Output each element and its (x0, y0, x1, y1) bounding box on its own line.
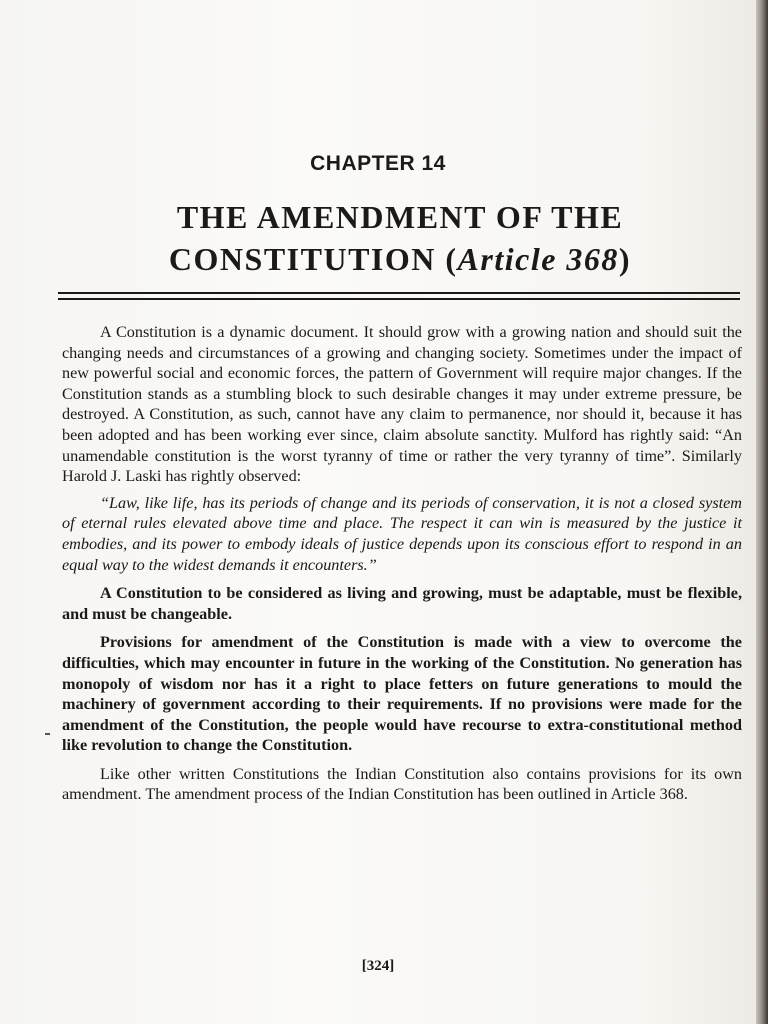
margin-mark (45, 733, 50, 735)
paragraph-indian-constitution: Like other written Constitutions the Indian Constitution also contains provisions for its own amendment. The amendment process of the Indian Constitution has been outlined in Article 368. (62, 764, 742, 804)
chapter-body (62, 322, 742, 805)
page-number: [324] (361, 958, 395, 974)
title-divider-bottom (58, 298, 740, 300)
chapter-title-prefix: CONSTITUTION ( (168, 241, 458, 277)
paragraph-provisions: Provisions for amendment of the Constitution is made with a view to overcome the difficulties, which may encounter in future in the working of the Constitution. No generation has monopoly of wisdom nor has it a right to place fetters on future generations to mould the machinery of government according to their requirements. If no provisions were made for the amendment of the Constitution, the people would have recourse to extra-constitutional method like revolution to change the Constitution. (62, 633, 742, 755)
chapter-title-line-2 (60, 238, 740, 280)
chapter-label: CHAPTER 14 (310, 152, 446, 175)
book-page-edge (756, 0, 768, 1024)
chapter-title-line-1: THE AMENDMENT OF THE (176, 199, 624, 235)
chapter-title (60, 196, 740, 280)
paragraph-intro: A Constitution is a dynamic document. It should grow with a growing nation and should suit the changing needs and circumstances of a growing and changing society. Sometimes under the impact of new powerful social and economic forces, the pattern of Government will require major changes. If the Constitution stands as a stumbling block to such desirable changes it may under extreme pressure, be destroyed. A Constitution, as such, cannot have any claim to permanence, nor should it, because it has been adopted and has been working ever since, claim absolute sanctity. Mulford has rightly said: “An unamendable constitution is the worst tyranny of time or rather the very tyranny of time”. Similarly Harold J. Laski has rightly observed: (62, 323, 742, 486)
title-divider-top (58, 292, 740, 294)
paragraph-adaptable: A Constitution to be considered as living and growing, must be adaptable, must be flexible, and must be changeable. (62, 584, 742, 623)
chapter-title-article: Article 368 (457, 241, 619, 277)
chapter-title-suffix: ) (618, 241, 632, 277)
laski-quote: “Law, like life, has its periods of change and its periods of conservation, it is not a closed system of eternal rules elevated above time and place. The respect it can win is measured by the justice it embodies, and its power to embody ideals of justice depends upon its conscious effort to respond in an equal way to the widest demands it encounters.” (62, 493, 742, 574)
